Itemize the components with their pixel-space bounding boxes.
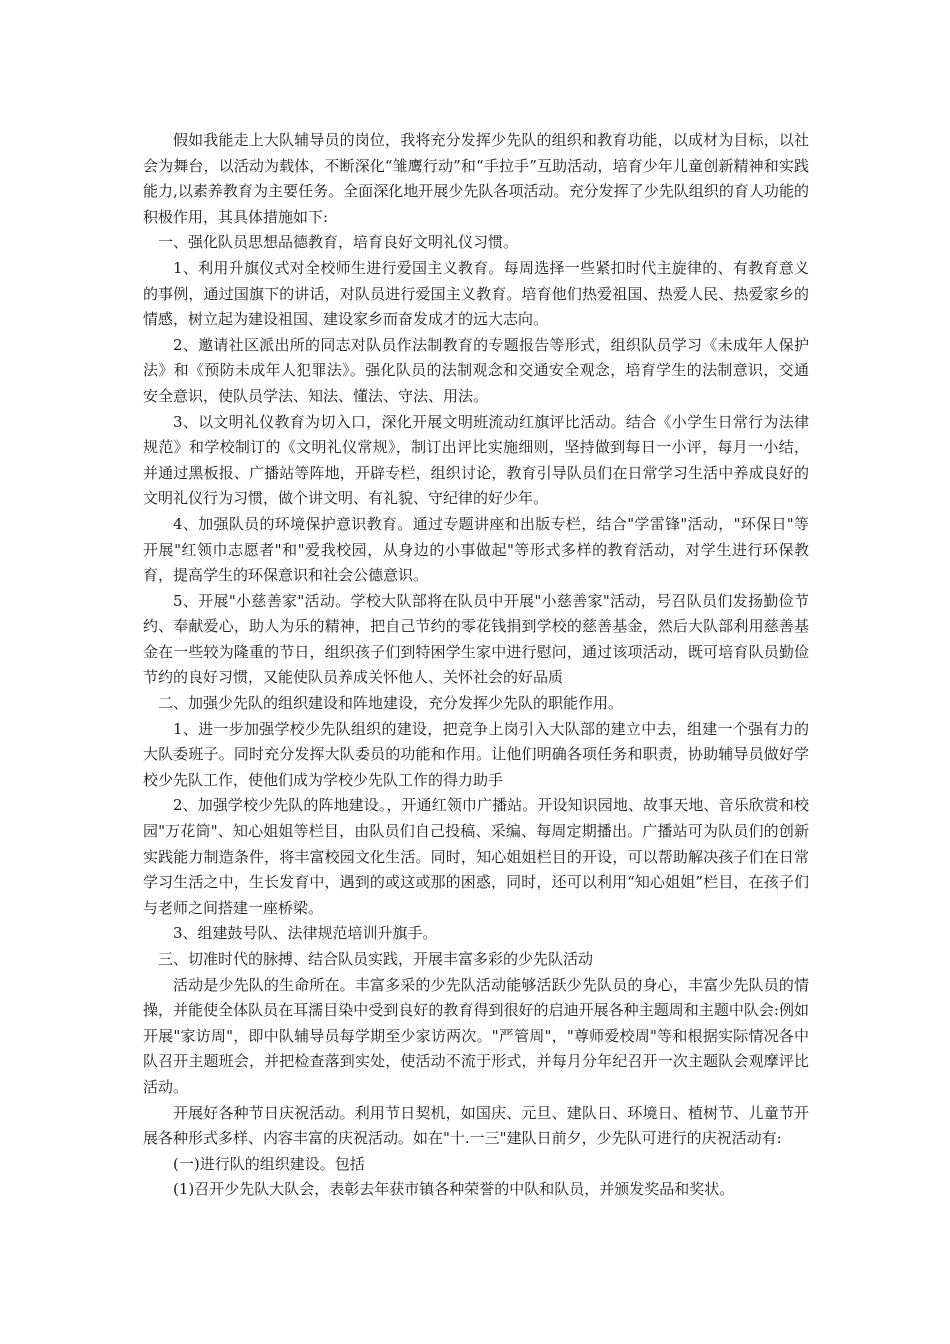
section-heading-3: 三、切准时代的脉搏、结合队员实践，开展丰富多彩的少先队活动 [158,950,594,968]
body-paragraph: 2、加强学校少先队的阵地建设。，开通红领巾广播站。开设知识园地、故事天地、音乐欣赏和校园"万花筒"、知心姐姐等栏目，由队员们自己投稿、采编、每周定期播出。广播站可为队员们的创新实践能力制造条件，将丰富校园文化生活。同时，知心姐姐栏目的开设，可以帮助解决孩子们在日常学习生活之中，生长发育中，遇到的或这或那的困惑，同时，还可以利用“知心姐姐”栏目，在孩子们与老师之间搭建一座桥梁。 [143,796,809,917]
body-paragraph: 3、以文明礼仪教育为切入口，深化开展文明班流动红旗评比活动。结合《小学生日常行为法律规范》和学校制订的《文明礼仪常规》，制订出评比实施细则，坚持做到每日一小评，每月一小结，并通过黑板报、广播站等阵地，开辟专栏，组织讨论，教育引导队员们在日常学习生活中养成良好的文明礼仪行为习惯，做个讲文明、有礼貌、守纪律的好少年。 [143,412,809,508]
body-paragraph: 活动是少先队的生命所在。丰富多采的少先队活动能够活跃少先队员的身心，丰富少先队员的情操，并能使全体队员在耳濡目染中受到良好的教育得到很好的启迪开展各种主题周和主题中队会:例如开展"家访周"，即中队辅导员每学期至少家访两次。"严管周"，"尊师爱校周"等和根据实际情况各中队召开主题班会，并把检查落到实处，使活动不流于形式，并每月分年纪召开一次主题队会观摩评比活动。 [143,975,809,1096]
document-page [143,128,809,1203]
body-paragraph: 2、邀请社区派出所的同志对队员作法制教育的专题报告等形式，组织队员学习《未成年人保护法》和《预防未成年人犯罪法》。强化队员的法制观念和交通安全观念，培育学生的法制意识，交通安全意识，使队员学法、知法、懂法、守法、用法。 [143,335,809,405]
body-paragraph: 开展好各种节日庆祝活动。利用节日契机，如国庆、元旦、建队日、环境日、植树节、儿童节开展各种形式多样、内容丰富的庆祝活动。如在"十.一三"建队日前夕，少先队可进行的庆祝活动有: [143,1103,809,1148]
body-paragraph: 3、组建鼓号队、法律规范培训升旗手。 [173,924,438,943]
section-heading-1: 一、强化队员思想品德教育，培育良好文明礼仪习惯。 [158,233,519,252]
body-paragraph: 1、利用升旗仪式对全校师生进行爱国主义教育。每周选择一些紧扣时代主旋律的、有教育意义的事例，通过国旗下的讲话，对队员进行爱国主义教育。培育他们热爱祖国、热爱人民、热爱家乡的情感，树立起为建设祖国、建设家乡而奋发成才的远大志向。 [143,258,809,329]
body-paragraph: (1)召开少先队大队会，表彰去年获市镇各种荣誉的中队和队员，并颁发奖品和奖状。 [173,1180,735,1199]
body-paragraph: 1、进一步加强学校少先队组织的建设，把竞争上岗引入大队部的建立中去，组建一个强有力的大队委班子。同时充分发挥大队委员的功能和作用。让他们明确各项任务和职责，协助辅导员做好学校少先队工作，使他们成为学校少先队工作的得力助手 [143,719,809,789]
body-paragraph: 4、加强队员的环境保护意识教育。通过专题讲座和出版专栏，结合"学雷锋"活动，"环保日"等开展"红领巾志愿者"和"爱我校园，从身边的小事做起"等形式多样的教育活动，对学生进行环保教育，提高学生的环保意识和社会公德意识。 [143,514,809,585]
section-heading-2: 二、加强少先队的组织建设和阵地建设，充分发挥少先队的职能作用。 [158,694,624,713]
intro-paragraph: 假如我能走上大队辅导员的岗位，我将充分发挥少先队的组织和教育功能，以成材为目标，以社会为舞台，以活动为载体，不断深化“雏鹰行动”和“手拉手”互助活动，培育少年儿童创新精神和实践能力,以素养教育为主要任务。全面深化地开展少先队各项活动。充分发挥了少先队组织的育人功能的积极作用，其具体措施如下: [143,131,809,226]
body-paragraph: (一)进行队的组织建设。包括 [173,1154,365,1173]
body-paragraph: 5、开展"小慈善家"活动。学校大队部将在队员中开展"小慈善家"活动，号召队员们发扬勤俭节约、奉献爱心，助人为乐的精神，把自己节约的零花钱捐到学校的慈善基金，然后大队部利用慈善基金在一些较为隆重的节日，组织孩子们到特困学生家中进行慰问，通过该项活动，既可培育队员勤俭节约的良好习惯，又能使队员养成关怀他人、关怀社会的好品质 [143,591,809,687]
